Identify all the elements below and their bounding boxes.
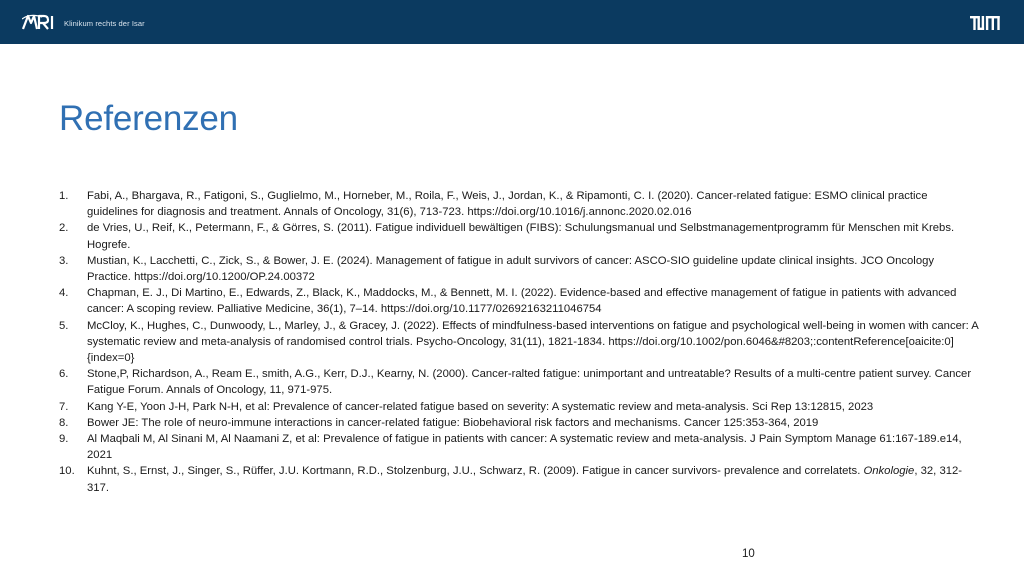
reference-text: Mustian, K., Lacchetti, C., Zick, S., & Bower, J. E. (2024). Management of fatigue in adult survivors of cancer: ASCO-SIO guideline update clinical insights. JCO Oncology Practice. https://doi.org/10.1200/OP.24.00372 [87,254,935,284]
reference-item [59,285,979,317]
reference-number: 5. [59,319,69,332]
mri-logo-icon [22,13,56,31]
reference-item [59,220,979,252]
reference-text: Stone,P, Richardson, A., Ream E., smith, A.G., Kerr, D.J., Kearny, N. (2000). Cancer-ralted fatigue: unimportant and untreatable? Results of a multi-centre patient survey. Cancer Fatigue Forum. Annals of Oncology, 11, 971-975. [87,368,972,397]
reference-item [59,318,979,367]
reference-item [59,188,979,220]
reference-item [59,415,979,431]
reference-number: 1. [59,190,69,202]
reference-text: Chapman, E. J., Di Martino, E., Edwards, Z., Black, K., Maddocks, M., & Bennett, M. I. (2022). Evidence-based and effective management of fatigue in patients with advanced cancer: A scoping review. Palliative Medicine, 36(1), 7–14. https://doi.org/10.1177/02692163211046754 [87,287,957,316]
page-title: Referenzen [59,99,238,138]
reference-journal: Onkologie [863,465,915,478]
reference-item [59,366,979,398]
reference-text-tail: , 32, 312-317. [87,465,963,494]
reference-number: 10. [59,465,75,478]
reference-list [59,188,979,496]
reference-text: Al Maqbali M, Al Sinani M, Al Naamani Z, et al: Prevalence of fatigue in patients with cancer: A systematic review and meta-analysis. J Pain Symptom Manage 61:167-189.e14, 2021 [87,433,962,462]
reference-text: Fabi, A., Bhargava, R., Fatigoni, S., Guglielmo, M., Horneber, M., Roila, F., Weis, J., Jordan, K., & Ripamonti, C. I. (2020). Cancer-related fatigue: ESMO clinical practice guidelines for diagnosis and treatment. Annals of Oncology, 31(6), 713-723. https://doi.org/10.1016/j.annonc.2020.02.016 [87,190,928,219]
clinic-logo[interactable] [22,12,145,32]
tum-logo-icon[interactable] [970,16,1000,35]
reference-number: 4. [59,287,69,300]
reference-number: 3. [59,254,69,267]
reference-text: Bower JE: The role of neuro-immune interactions in cancer-related fatigue: Biobehavioral risk factors and mechanisms. Cancer 125:353-364, 2019 [87,416,819,429]
reference-number: 8. [59,416,69,429]
reference-item [59,399,979,415]
reference-text: de Vries, U., Reif, K., Petermann, F., & Görres, S. (2011). Fatigue individuell bewältigen (FIBS): Schulungsmanual und Selbstmanagementprogramm für Menschen mit Krebs. Hogrefe. [87,222,955,251]
reference-number: 7. [59,400,69,413]
reference-number: 2. [59,222,69,235]
reference-number: 9. [59,433,69,446]
reference-item [59,431,979,463]
reference-item [59,253,979,285]
institution-name: Klinikum rechts der Isar [64,18,145,28]
reference-number: 6. [59,368,69,381]
reference-item [59,463,979,495]
reference-text: Kang Y-E, Yoon J-H, Park N-H, et al: Prevalence of cancer-related fatigue based on severity: A systematic review and meta-analysis. Sci Rep 13:12815, 2023 [87,400,874,413]
reference-text: McCloy, K., Hughes, C., Dunwoody, L., Marley, J., & Gracey, J. (2022). Effects of mindfulness-based interventions on fatigue and psychological well-being in women with cancer: A systematic review and meta-analysis of randomised control trials. Psycho-Oncology, 31(11), 1821-1834. https://doi.org/10.1002/pon.6046&#8203;:contentReference[oaicite:0]{index=0} [87,319,979,365]
reference-text-main: Kuhnt, S., Ernst, J., Singer, S., Rüffer, J.U. Kortmann, R.D., Stolzenburg, J.U., Schwarz, R. (2009). Fatigue in cancer survivors- prevalence and correlatets. [87,465,864,478]
header-bar [0,0,1024,44]
page-number: 10 [742,548,755,560]
reference-text [87,465,962,493]
